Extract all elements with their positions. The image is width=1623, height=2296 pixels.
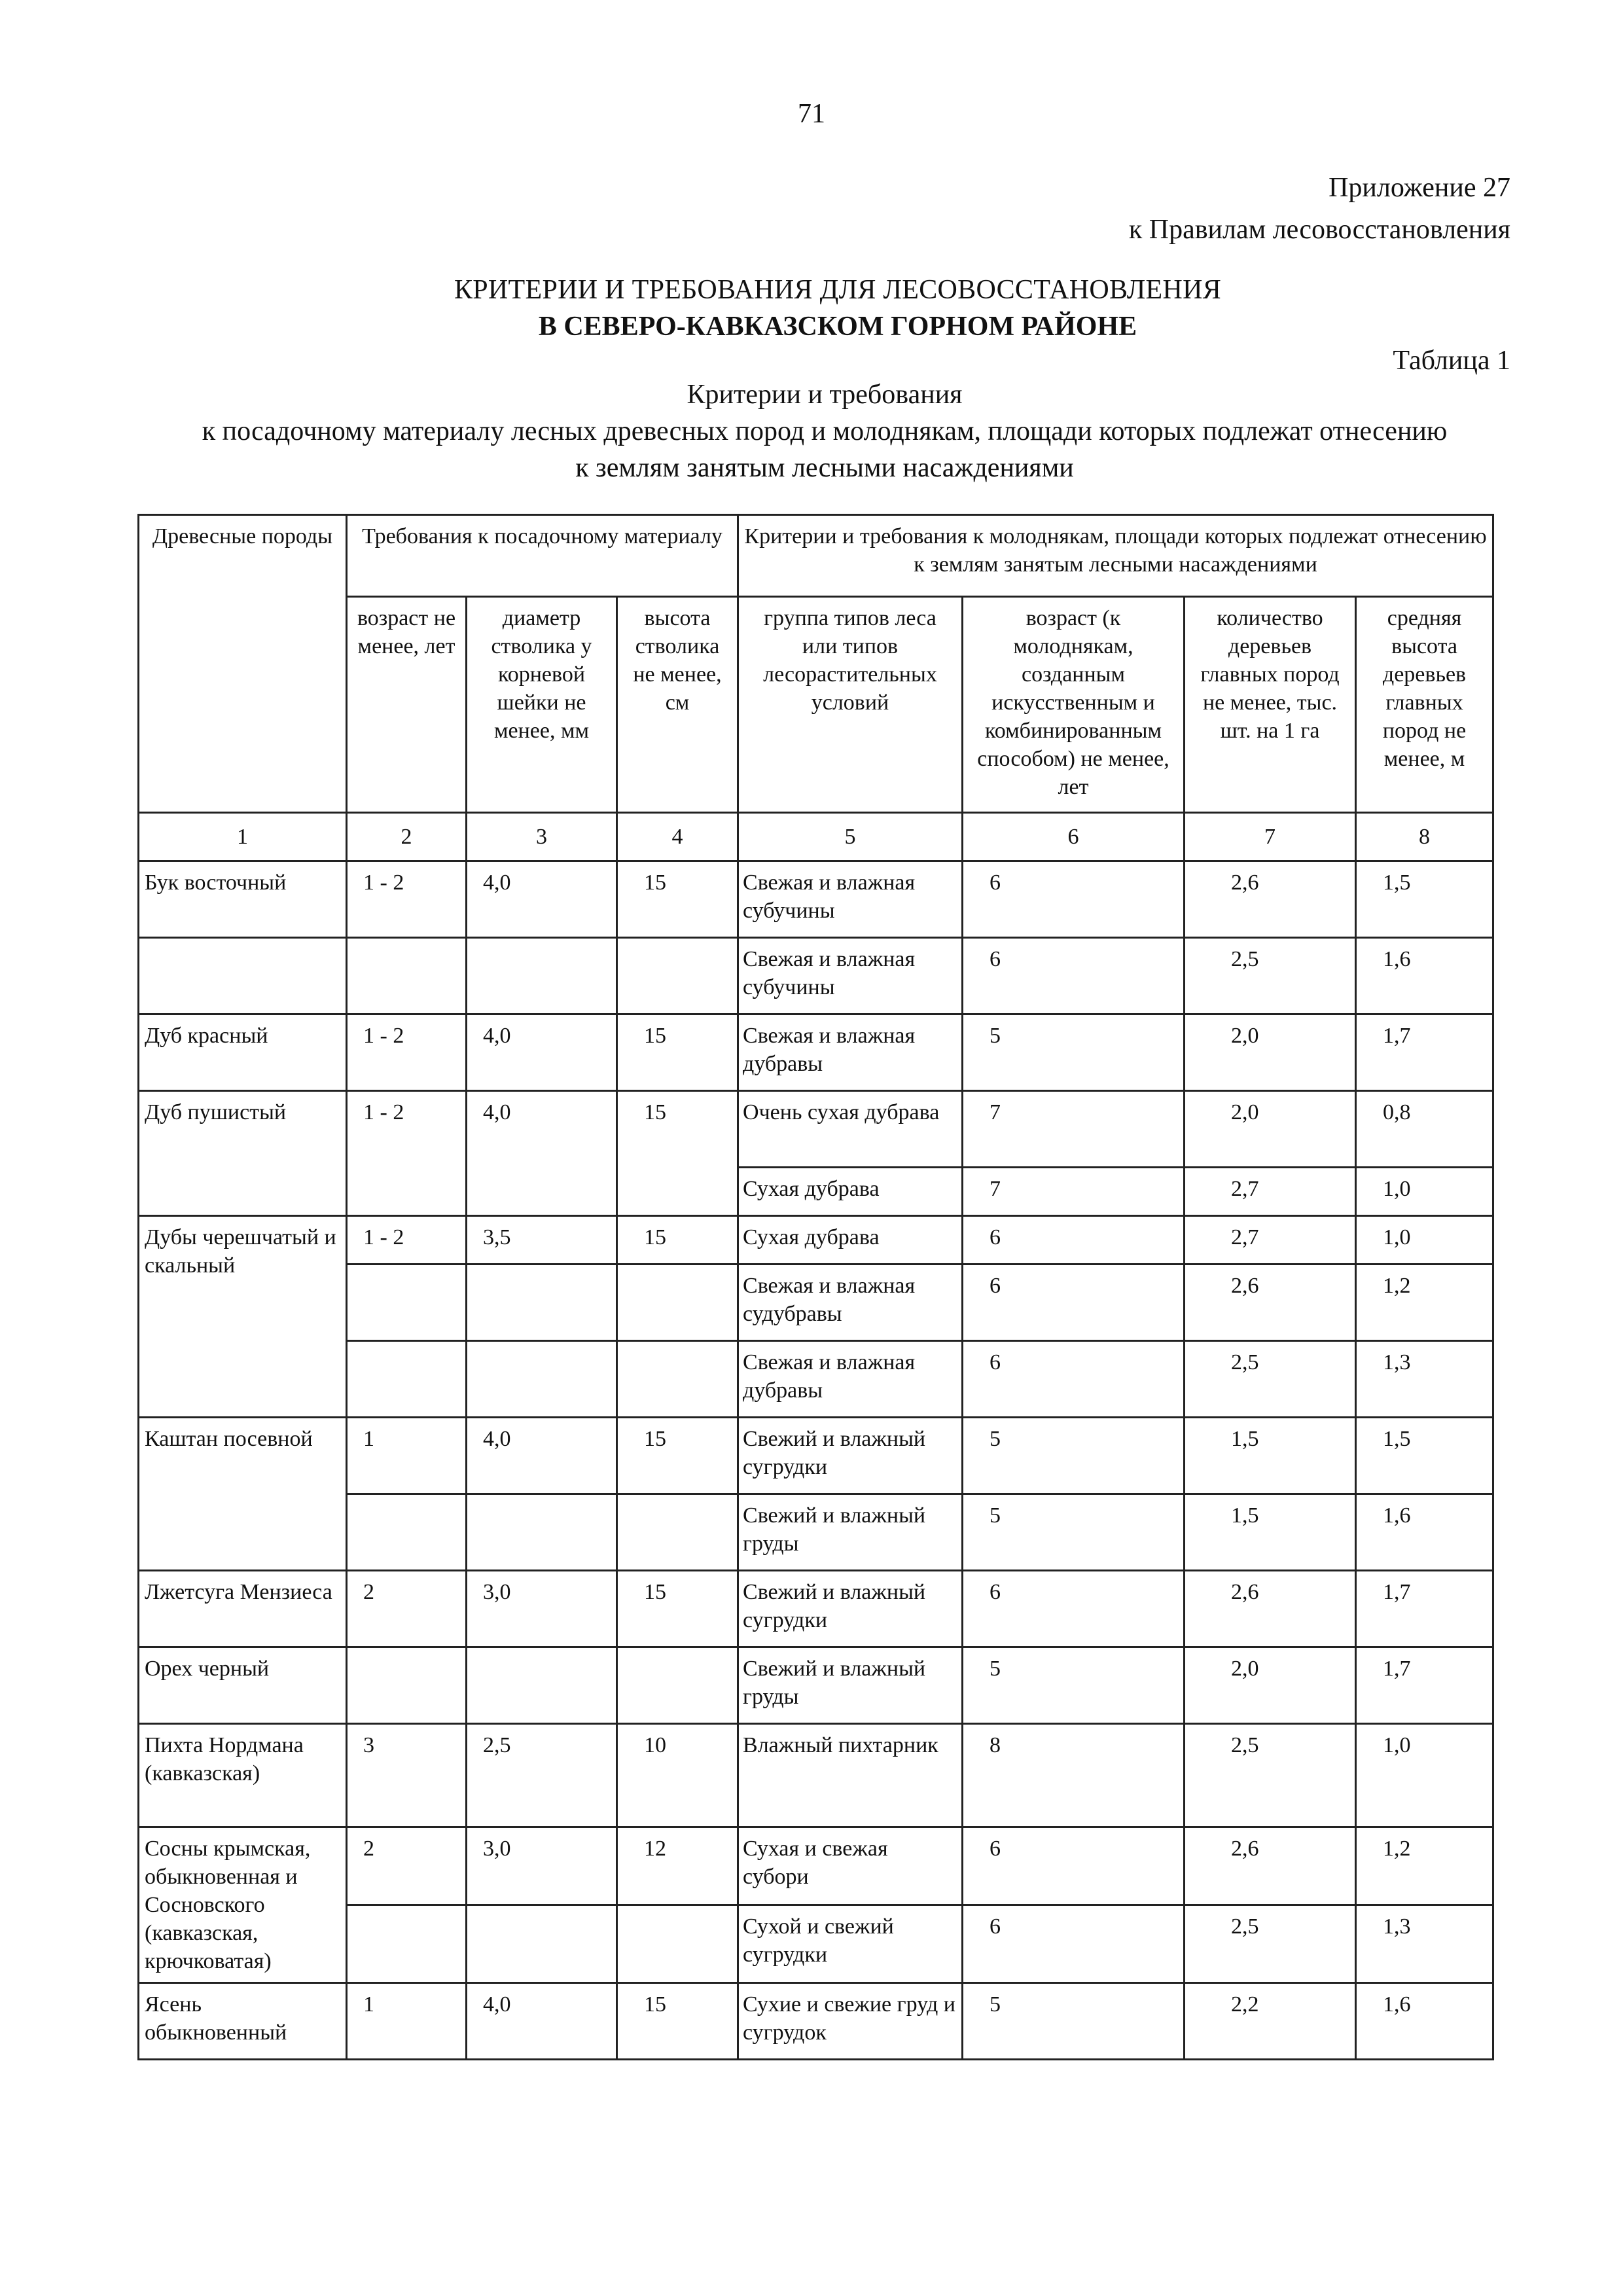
forest-type-cell: Влажный пихтарник [738, 1724, 963, 1827]
header-species: Древесные породы [139, 515, 347, 813]
diameter-cell: 3,5 [467, 1216, 617, 1265]
diameter-cell: 4,0 [467, 1091, 617, 1216]
species-cell: Сосны крымская, обыкновенная и Сосновского (кавказская, крючковатая) [139, 1827, 347, 1983]
diameter-cell [467, 1647, 617, 1724]
species-cell: Дуб пушистый [139, 1091, 347, 1216]
young-age-cell: 6 [963, 1827, 1185, 1905]
height-cell [617, 938, 738, 1014]
forest-type-cell: Очень сухая дубрава [738, 1091, 963, 1168]
height-cell: 15 [617, 1571, 738, 1647]
age-cell: 2 [347, 1827, 467, 1905]
table-row [139, 1827, 1493, 1905]
age-cell: 1 - 2 [347, 861, 467, 938]
diameter-cell: 4,0 [467, 1014, 617, 1091]
col-number: 3 [467, 813, 617, 861]
page-number: 71 [798, 99, 825, 129]
avg-height-cell: 1,3 [1356, 1905, 1493, 1983]
forest-type-cell: Свежий и влажный сугрудки [738, 1571, 963, 1647]
avg-height-cell: 1,5 [1356, 861, 1493, 938]
table-row [139, 1216, 1493, 1265]
table-row [139, 938, 1493, 1014]
header-young-stands: Критерии и требования к молоднякам, площади которых подлежат отнесению к землям занятым лесными насаждениями [738, 515, 1493, 597]
avg-height-cell: 1,2 [1356, 1827, 1493, 1905]
diameter-cell: 3,0 [467, 1571, 617, 1647]
forest-type-cell: Сухие и свежие груд и сугрудок [738, 1983, 963, 2060]
col-number: 2 [347, 813, 467, 861]
age-cell: 3 [347, 1724, 467, 1827]
forest-type-cell: Свежая и влажная дубравы [738, 1014, 963, 1091]
forest-type-cell: Свежий и влажный груды [738, 1647, 963, 1724]
forest-type-cell: Сухая дубрава [738, 1216, 963, 1265]
height-cell: 15 [617, 1014, 738, 1091]
diameter-cell: 4,0 [467, 1418, 617, 1494]
tree-count-cell: 2,5 [1185, 1341, 1356, 1418]
header-diameter: диаметр стволика у корневой шейки не менее, мм [467, 597, 617, 813]
height-cell: 15 [617, 1091, 738, 1216]
young-age-cell: 5 [963, 1647, 1185, 1724]
tree-count-cell: 2,6 [1185, 861, 1356, 938]
caption-line-3: к землям занятым лесными насаждениями [575, 453, 1074, 483]
document-title [0, 272, 1623, 345]
appendix-reference [1129, 167, 1510, 251]
diameter-cell: 4,0 [467, 861, 617, 938]
species-cell: Лжетсуга Мензиеса [139, 1571, 347, 1647]
species-cell: Ясень обыкновенный [139, 1983, 347, 2060]
avg-height-cell: 0,8 [1356, 1091, 1493, 1168]
age-cell: 1 - 2 [347, 1014, 467, 1091]
forest-type-cell: Свежая и влажная субучины [738, 938, 963, 1014]
table-row [139, 1091, 1493, 1168]
forest-type-cell: Свежая и влажная субучины [738, 861, 963, 938]
species-cell: Дуб красный [139, 1014, 347, 1091]
species-cell: Дубы черешчатый и скальный [139, 1216, 347, 1418]
age-cell [347, 1265, 467, 1341]
col-number: 4 [617, 813, 738, 861]
age-cell: 1 [347, 1983, 467, 2060]
young-age-cell: 6 [963, 1571, 1185, 1647]
age-cell: 2 [347, 1571, 467, 1647]
tree-count-cell: 2,0 [1185, 1014, 1356, 1091]
young-age-cell: 7 [963, 1168, 1185, 1216]
caption-line-2: к посадочному материалу лесных древесных пород и молоднякам, площади которых подлежат отнесению [202, 416, 1448, 446]
forest-type-cell: Сухая дубрава [738, 1168, 963, 1216]
title-line-2: В СЕВЕРО-КАВКАЗСКОМ ГОРНОМ РАЙОНЕ [538, 312, 1137, 342]
forest-type-cell: Сухой и свежий сугрудки [738, 1905, 963, 1983]
tree-count-cell: 2,2 [1185, 1983, 1356, 2060]
forest-type-cell: Сухая и свежая субори [738, 1827, 963, 1905]
diameter-cell [467, 1905, 617, 1983]
height-cell: 10 [617, 1724, 738, 1827]
tree-count-cell: 2,6 [1185, 1827, 1356, 1905]
table-row [139, 1571, 1493, 1647]
header-tree-count: количество деревьев главных пород не менее, тыс. шт. на 1 га [1185, 597, 1356, 813]
appendix-rules: к Правилам лесовосстановления [1128, 215, 1510, 245]
age-cell: 1 - 2 [347, 1091, 467, 1216]
avg-height-cell: 1,3 [1356, 1341, 1493, 1418]
age-cell [347, 938, 467, 1014]
species-cell [139, 938, 347, 1014]
young-age-cell: 6 [963, 938, 1185, 1014]
species-cell: Бук восточный [139, 861, 347, 938]
caption-line-1: Критерии и требования [687, 380, 963, 410]
species-cell: Пихта Нордмана (кавказская) [139, 1724, 347, 1827]
header-avg-height: средняя высота деревьев главных пород не менее, м [1356, 597, 1493, 813]
tree-count-cell: 2,5 [1185, 938, 1356, 1014]
col-number: 6 [963, 813, 1185, 861]
diameter-cell [467, 1265, 617, 1341]
diameter-cell [467, 1494, 617, 1571]
forest-type-cell: Свежий и влажный сугрудки [738, 1418, 963, 1494]
diameter-cell [467, 1341, 617, 1418]
tree-count-cell: 2,6 [1185, 1571, 1356, 1647]
tree-count-cell: 1,5 [1185, 1418, 1356, 1494]
avg-height-cell: 1,5 [1356, 1418, 1493, 1494]
avg-height-cell: 1,6 [1356, 938, 1493, 1014]
col-number: 8 [1356, 813, 1493, 861]
table-row [139, 1983, 1493, 2060]
criteria-table [137, 514, 1494, 2060]
height-cell [617, 1265, 738, 1341]
table-row [139, 1014, 1493, 1091]
header-forest-type: группа типов леса или типов лесорастительных условий [738, 597, 963, 813]
height-cell: 15 [617, 1983, 738, 2060]
species-cell: Каштан посевной [139, 1418, 347, 1571]
table-row [139, 1724, 1493, 1827]
tree-count-cell: 2,7 [1185, 1216, 1356, 1265]
header-young-age: возраст (к молоднякам, созданным искусственным и комбинированным способом) не менее, лет [963, 597, 1185, 813]
age-cell [347, 1647, 467, 1724]
young-age-cell: 6 [963, 861, 1185, 938]
header-age: возраст не менее, лет [347, 597, 467, 813]
appendix-number: Приложение 27 [1329, 173, 1510, 203]
height-cell: 15 [617, 861, 738, 938]
diameter-cell: 2,5 [467, 1724, 617, 1827]
young-age-cell: 6 [963, 1216, 1185, 1265]
tree-count-cell: 1,5 [1185, 1494, 1356, 1571]
avg-height-cell: 1,0 [1356, 1216, 1493, 1265]
avg-height-cell: 1,7 [1356, 1571, 1493, 1647]
header-planting-material: Требования к посадочному материалу [347, 515, 738, 597]
height-cell: 12 [617, 1827, 738, 1905]
young-age-cell: 5 [963, 1494, 1185, 1571]
height-cell: 15 [617, 1418, 738, 1494]
avg-height-cell: 1,6 [1356, 1983, 1493, 2060]
young-age-cell: 6 [963, 1905, 1185, 1983]
height-cell [617, 1905, 738, 1983]
tree-count-cell: 2,0 [1185, 1091, 1356, 1168]
age-cell: 1 [347, 1418, 467, 1494]
avg-height-cell: 1,7 [1356, 1647, 1493, 1724]
avg-height-cell: 1,0 [1356, 1168, 1493, 1216]
tree-count-cell: 2,5 [1185, 1724, 1356, 1827]
tree-count-cell: 2,6 [1185, 1265, 1356, 1341]
table-label: Таблица 1 [1393, 346, 1510, 376]
avg-height-cell: 1,6 [1356, 1494, 1493, 1571]
table-row [139, 1647, 1493, 1724]
age-cell [347, 1905, 467, 1983]
avg-height-cell: 1,2 [1356, 1265, 1493, 1341]
tree-count-cell: 2,5 [1185, 1905, 1356, 1983]
title-line-1: КРИТЕРИИ И ТРЕБОВАНИЯ ДЛЯ ЛЕСОВОССТАНОВЛЕНИЯ [454, 275, 1222, 305]
young-age-cell: 5 [963, 1014, 1185, 1091]
avg-height-cell: 1,0 [1356, 1724, 1493, 1827]
young-age-cell: 5 [963, 1983, 1185, 2060]
table-row [139, 1418, 1493, 1494]
young-age-cell: 5 [963, 1418, 1185, 1494]
col-number: 1 [139, 813, 347, 861]
forest-type-cell: Свежий и влажный груды [738, 1494, 963, 1571]
table-row [139, 861, 1493, 938]
age-cell: 1 - 2 [347, 1216, 467, 1265]
forest-type-cell: Свежая и влажная судубравы [738, 1265, 963, 1341]
tree-count-cell: 2,7 [1185, 1168, 1356, 1216]
avg-height-cell: 1,7 [1356, 1014, 1493, 1091]
height-cell [617, 1494, 738, 1571]
height-cell [617, 1647, 738, 1724]
diameter-cell: 3,0 [467, 1827, 617, 1905]
age-cell [347, 1341, 467, 1418]
young-age-cell: 7 [963, 1091, 1185, 1168]
young-age-cell: 8 [963, 1724, 1185, 1827]
col-number: 5 [738, 813, 963, 861]
diameter-cell: 4,0 [467, 1983, 617, 2060]
age-cell [347, 1494, 467, 1571]
col-number: 7 [1185, 813, 1356, 861]
height-cell: 15 [617, 1216, 738, 1265]
young-age-cell: 6 [963, 1341, 1185, 1418]
height-cell [617, 1341, 738, 1418]
tree-count-cell: 2,0 [1185, 1647, 1356, 1724]
header-height: высота стволика не менее, см [617, 597, 738, 813]
species-cell: Орех черный [139, 1647, 347, 1724]
young-age-cell: 6 [963, 1265, 1185, 1341]
table-caption [131, 376, 1518, 486]
diameter-cell [467, 938, 617, 1014]
forest-type-cell: Свежая и влажная дубравы [738, 1341, 963, 1418]
